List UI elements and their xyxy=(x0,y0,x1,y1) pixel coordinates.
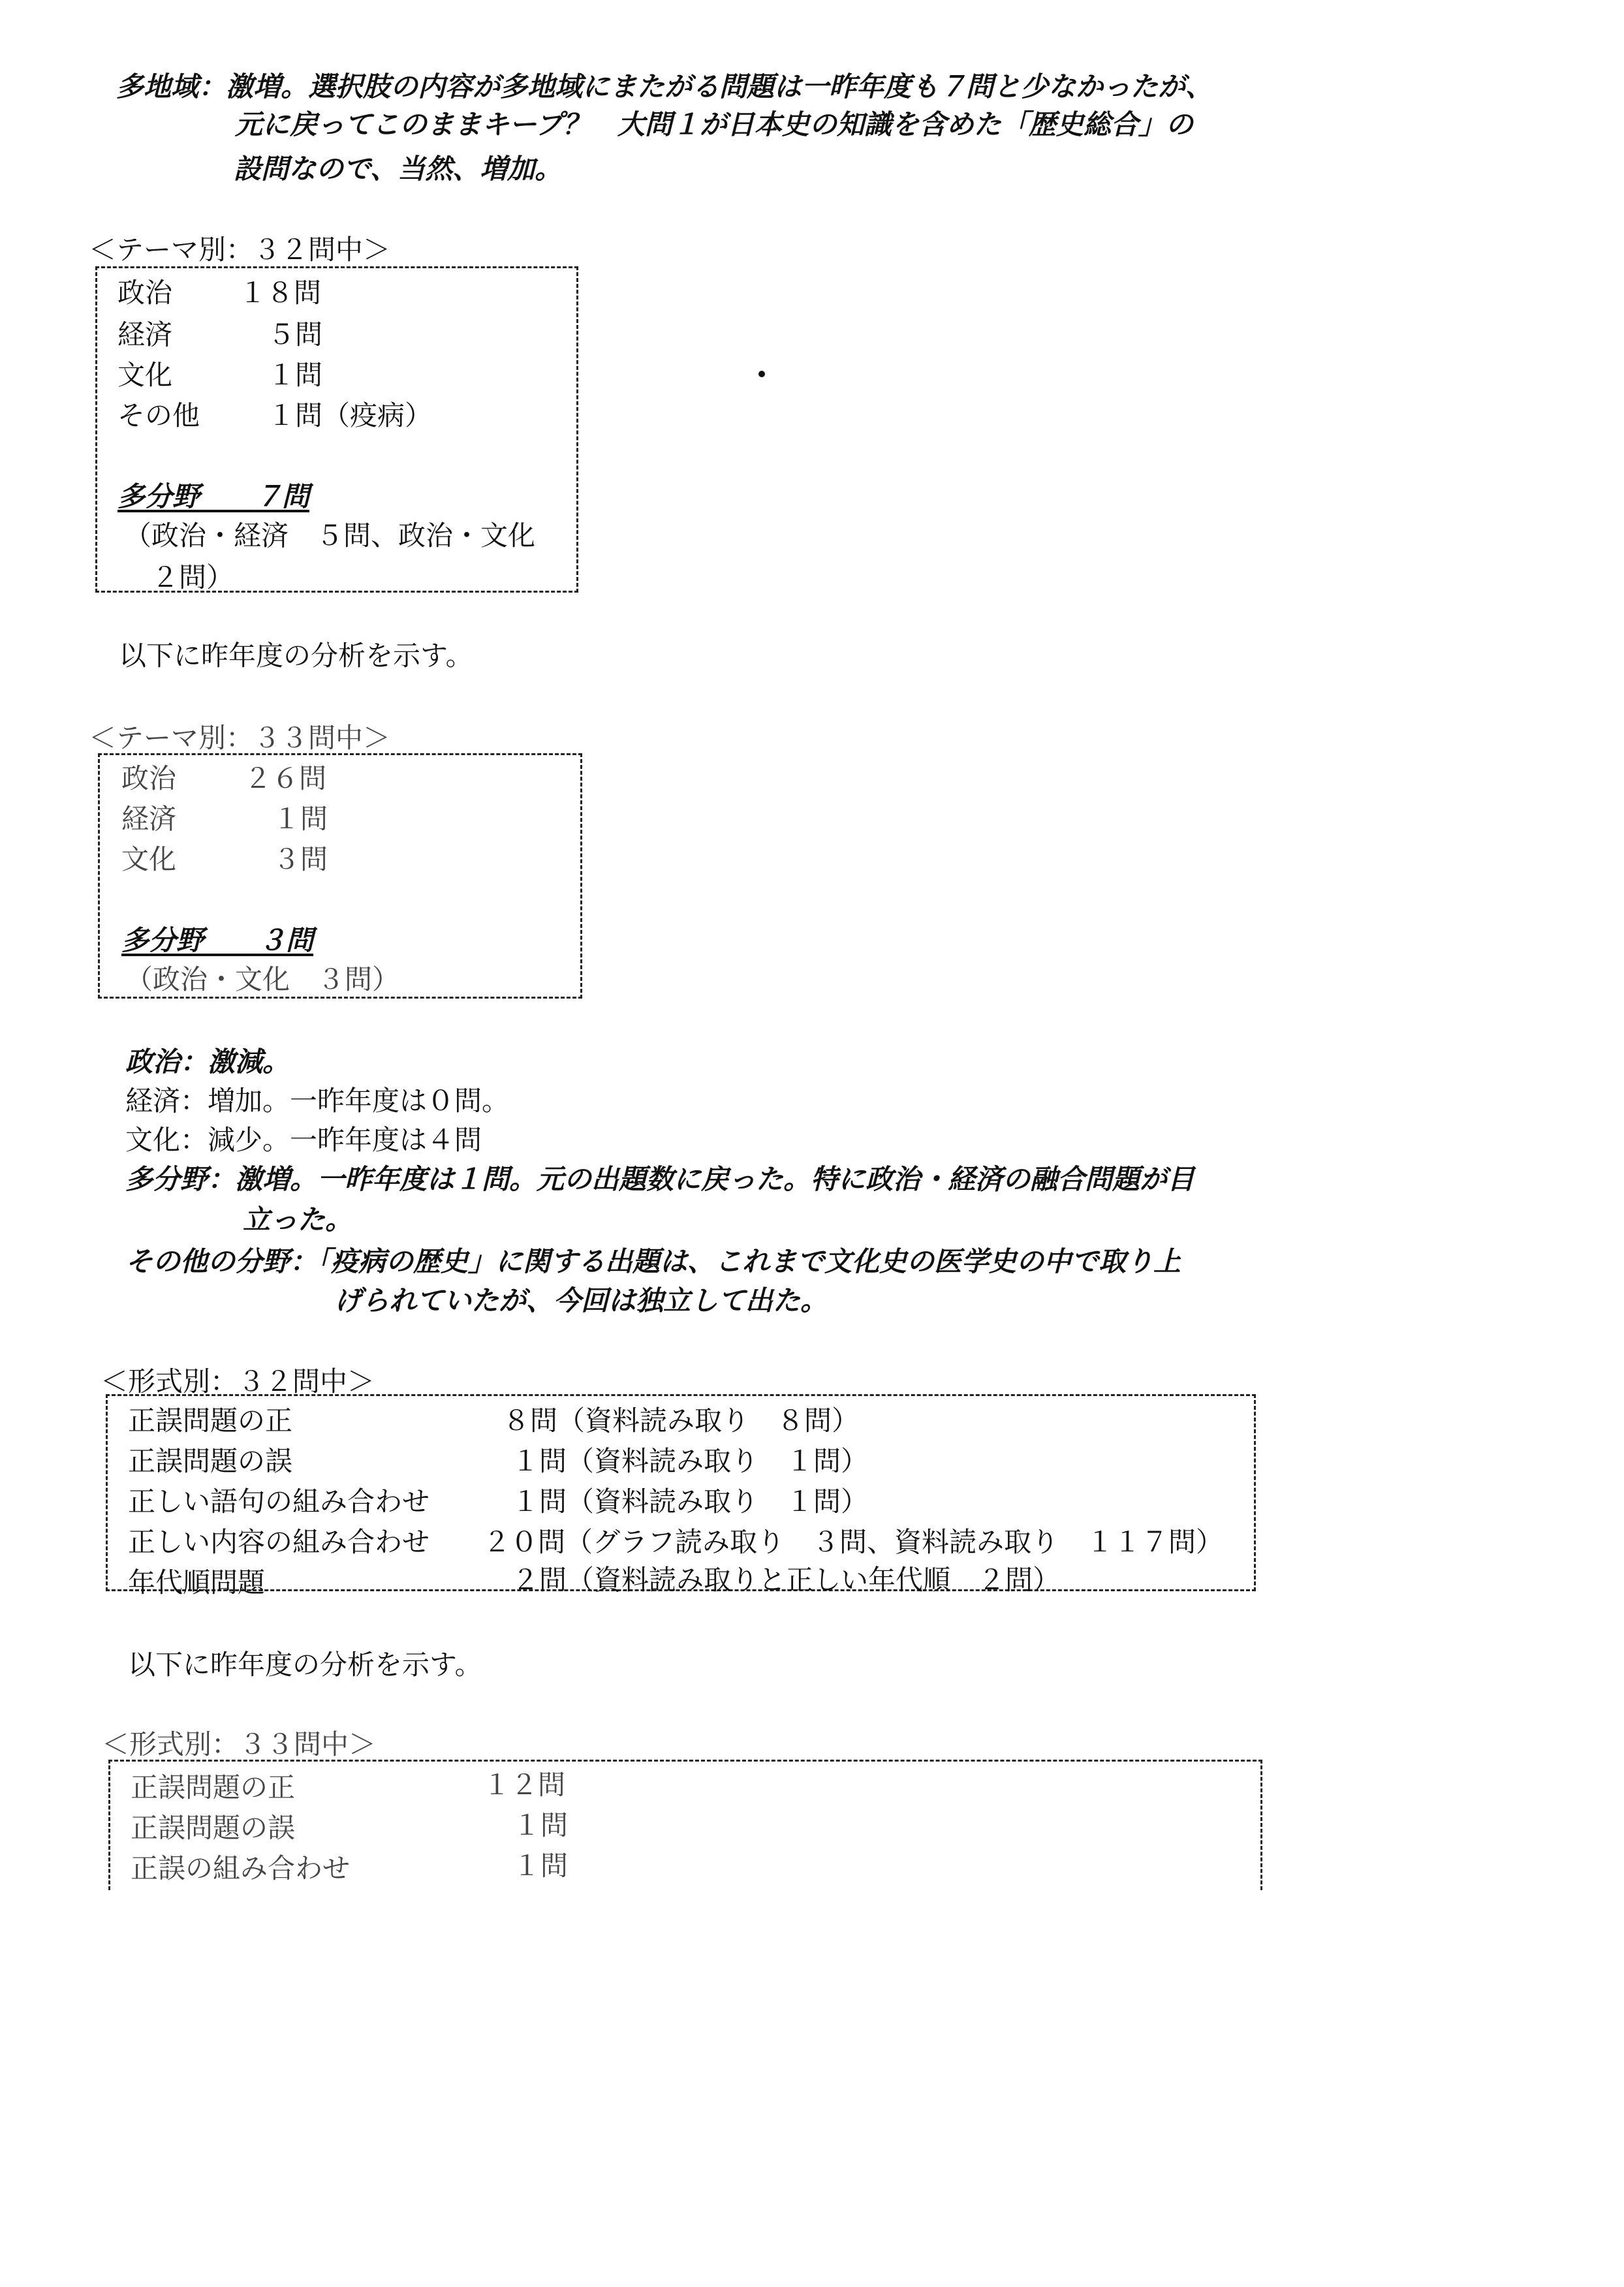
prev-note-1: 以下に昨年度の分析を示す。 xyxy=(119,640,473,672)
format-current-value: １問（資料読み取り １問） xyxy=(512,1445,869,1477)
analysis-economy: 経済：増加。一昨年度は０問。 xyxy=(125,1085,510,1117)
format-prev-row: 正誤問題の正 xyxy=(131,1771,296,1803)
theme-current-multi-detail-2: ２問） xyxy=(151,561,234,593)
analysis-other-1: その他の分野：「疫病の歴史」に関する出題は、これまで文化史の医学史の中で取り上 xyxy=(125,1245,1181,1277)
theme-current-row: 経済 xyxy=(117,319,173,350)
format-current-title: ＜形式別：３２問中＞ xyxy=(101,1365,375,1397)
analysis-other-2: げられていたが、今回は独立して出た。 xyxy=(334,1284,828,1316)
intro-label: 多地域： xyxy=(116,70,226,102)
format-prev-value: １問 xyxy=(513,1850,569,1882)
theme-prev-value: ３問 xyxy=(273,843,328,875)
format-prev-row: 正誤問題の誤 xyxy=(131,1812,296,1844)
intro-line-2: 元に戻ってこのままキープ？ 大問１が日本史の知識を含めた「歴史総合」の xyxy=(235,108,1193,140)
theme-prev-row: 経済 xyxy=(121,803,177,835)
analysis-multi-1: 多分野：激増。一昨年度は１問。元の出題数に戻った。特に政治・経済の融合問題が目 xyxy=(125,1163,1195,1195)
format-current-row: 正誤問題の誤 xyxy=(128,1445,293,1477)
prev-note-2: 以下に昨年度の分析を示す。 xyxy=(128,1649,482,1681)
theme-current-value: １問（疫病） xyxy=(268,399,433,431)
theme-prev-value: ２６問 xyxy=(244,762,327,794)
format-current-value: ８問（資料読み取り ８問） xyxy=(503,1405,860,1437)
theme-current-multi: 多分野 ７問 xyxy=(117,480,310,512)
format-current-value: ２問（資料読み取りと正しい年代順 ２問） xyxy=(512,1564,1061,1596)
theme-prev-title: ＜テーマ別：３３問中＞ xyxy=(89,722,391,754)
format-current-row: 正しい語句の組み合わせ xyxy=(128,1486,430,1517)
intro-line-3: 設問なので、当然、増加。 xyxy=(234,153,563,185)
intro-text-1: 激増。選択肢の内容が多地域にまたがる問題は一昨年度も７問と少なかったが、 xyxy=(226,70,1213,102)
format-prev-row: 正誤の組み合わせ xyxy=(131,1852,351,1884)
analysis-multi-2: 立った。 xyxy=(243,1204,353,1236)
speck xyxy=(758,371,765,377)
theme-prev-multi: 多分野 ３問 xyxy=(121,924,314,956)
theme-prev-row: 政治 xyxy=(121,762,177,794)
theme-current-row: 政治 xyxy=(117,277,173,309)
theme-current-value: ５問 xyxy=(268,319,323,350)
format-prev-value: １２問 xyxy=(483,1769,566,1801)
format-prev-value: １問 xyxy=(513,1809,569,1841)
theme-current-multi-detail-1: （政治・経済 ５問、政治・文化 xyxy=(124,520,536,552)
format-prev-title: ＜形式別：３３問中＞ xyxy=(102,1728,377,1760)
format-current-row: 年代順問題 xyxy=(128,1566,266,1598)
theme-prev-value: １問 xyxy=(273,803,328,835)
theme-prev-multi-detail: （政治・文化 ３問） xyxy=(125,963,400,995)
analysis-politics: 政治：激減。 xyxy=(125,1046,290,1078)
theme-prev-row: 文化 xyxy=(121,843,177,875)
theme-current-row: 文化 xyxy=(117,359,173,391)
format-current-row: 正しい内容の組み合わせ xyxy=(128,1526,430,1558)
format-current-value: ２０問（グラフ読み取り ３問、資料読み取り １１７問） xyxy=(483,1526,1224,1558)
format-current-row: 正誤問題の正 xyxy=(128,1405,293,1437)
theme-current-row: その他 xyxy=(117,399,200,431)
theme-current-value: １問 xyxy=(268,359,323,391)
theme-current-value: １８問 xyxy=(239,277,322,309)
analysis-culture: 文化：減少。一昨年度は４問 xyxy=(125,1124,482,1156)
format-current-value: １問（資料読み取り １問） xyxy=(512,1486,869,1517)
intro-line-1 xyxy=(116,70,1213,102)
theme-current-title: ＜テーマ別：３２問中＞ xyxy=(89,234,391,266)
